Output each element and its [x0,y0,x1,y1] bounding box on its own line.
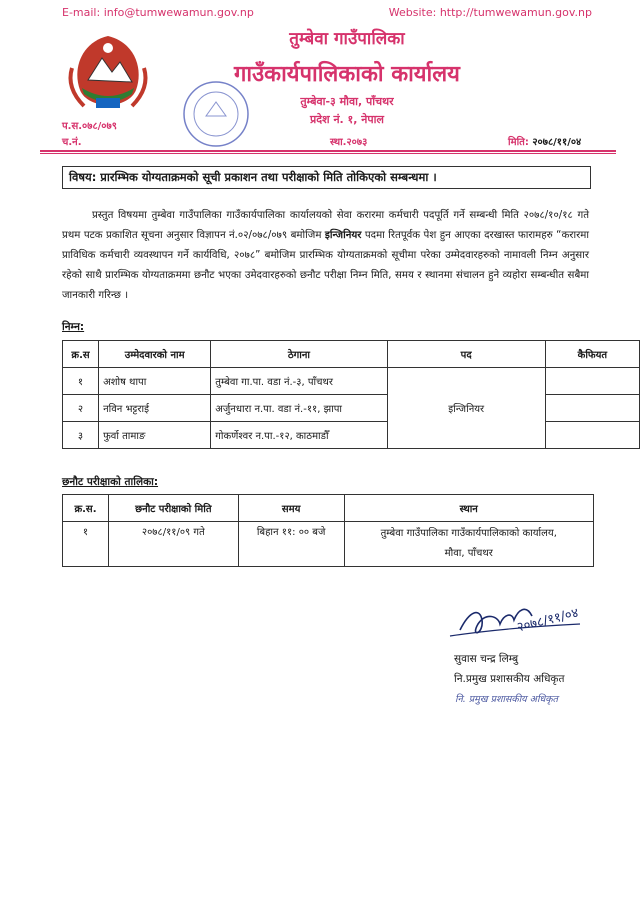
table-row [63,422,640,449]
signature-date: २०७८/११/०४ [515,605,581,636]
table-row [63,395,640,422]
cell-sn: १ [63,368,99,395]
col-header: स्थान [344,495,594,522]
body-text-1: प्रस्तुत विषयमा तुम्बेवा गाउँपालिका गाउँकार्यपालिका कार्यालयको सेवा करारमा कर्मचारी पदपूर्ति गर्ने सम्बन्धी मिति २०७८/१०/१८ गते प्रथम पटक प्रकाशित सूचना अनुसार विज्ञापन नं.०२/०७८/०७९ बमोजिम [62,210,589,241]
cell-address: तुम्बेवा गा.पा. वडा नं.-३, पाँचथर [211,368,387,395]
cell-name: अशोष थापा [99,368,211,395]
established-year: स्था.२०७३ [330,137,368,148]
cell-remarks [545,368,639,395]
table-header-row [63,341,640,368]
cell-sn: २ [63,395,99,422]
cell-name: नविन भट्टराई [99,395,211,422]
cell-post: इन्जिनियर [387,368,545,449]
exam-schedule-heading: छनौट परीक्षाको तालिका: [62,476,159,488]
seal-text: नि. प्रमुख प्रशासकीय अधिकृत [455,694,558,705]
col-header: समय [238,495,344,522]
table-row [63,522,594,567]
signer-name: सुवास चन्द्र लिम्बु [454,653,519,665]
cell-sn: १ [63,522,109,567]
province-line: प्रदेश नं. १, नेपाल [310,113,384,126]
place-line-2: मौवा, पाँचथर [444,548,493,559]
col-header: पद [387,341,545,368]
col-header: उम्मेदवारको नाम [99,341,211,368]
candidates-heading: निम्न: [62,321,85,333]
cell-sn: ३ [63,422,99,449]
body-post-bold: इन्जिनियर [324,230,362,241]
place-line-1: तुम्बेवा गाउँपालिका गाउँकार्यपालिकाको कार्यालय, [380,528,557,539]
cell-date: २०७८/११/०९ गते [108,522,238,567]
designation-seal-stamp [455,690,595,716]
municipality-name: तुम्बेवा गाउँपालिका [289,29,405,49]
col-header: कैफियत [545,341,639,368]
table-header-row [63,495,594,522]
ref-number: प.स.०७८/०७९ [62,121,117,132]
dispatch-number: च.नं. [62,137,82,148]
table-row [63,368,640,395]
body-paragraph [62,206,589,306]
cell-address: अर्जुनधारा न.पा. वडा नं.-११, झापा [211,395,387,422]
col-header: छनौट परीक्षाको मिति [108,495,238,522]
contact-bar [62,6,592,19]
header-divider-thin [40,153,616,154]
cell-remarks [545,422,639,449]
exam-schedule-table [62,494,594,567]
cell-place [344,522,594,567]
nepal-emblem-logo [62,28,154,120]
col-header: क्र.स. [63,495,109,522]
header-divider [40,150,616,152]
email-text[interactable]: E-mail: info@tumwewamun.gov.np [62,6,254,19]
candidates-table [62,340,640,449]
date-label: मिति: [508,137,529,148]
cell-time: बिहान ११: ०० बजे [238,522,344,567]
letter-date [508,134,581,148]
cell-address: गोकर्णेश्वर न.पा.-१२, काठमाडौँ [211,422,387,449]
col-header: क्र.स [63,341,99,368]
body-text-2: पदमा रितपूर्वक पेश हुन आएका दरखास्त फारामहरु “करारमा प्राविधिक कर्मचारी व्यवस्थापन गर्ने कार्यविधि, २०७८” बमोजिम प्रारम्भिक योग्यताक्रमको सूचीमा परेका उम्मेदवारहरुको नामावली निम्न अनुसार रहेको साथै प्रारम्भिक योग्यताक्रममा छनौट भएका उमेदवारहरुको छनौट परीक्षा निम्न मिति, समय र स्थानमा संचालन हुने व्यहोरा सम्बन्धीत सबैमा जानकारी गरिन्छ । [62,230,589,301]
date-value: २०७८/११/०४ [532,137,582,148]
cell-name: फुर्वा तामाङ [99,422,211,449]
website-text[interactable]: Website: http://tumwewamun.gov.np [388,6,592,19]
signer-designation: नि.प्रमुख प्रशासकीय अधिकृत [454,673,565,685]
office-address: तुम्बेवा-३ मौवा, पाँचथर [300,95,394,108]
office-name: गाउँकार्यपालिकाको कार्यालय [234,62,460,87]
handwritten-signature [420,590,600,650]
cell-remarks [545,395,639,422]
subject-line: विषय: प्रारम्भिक योग्यताक्रमको सूची प्रकाशन तथा परीक्षाको मिति तोकिएको सम्बन्धमा । [62,166,591,189]
col-header: ठेगाना [211,341,387,368]
